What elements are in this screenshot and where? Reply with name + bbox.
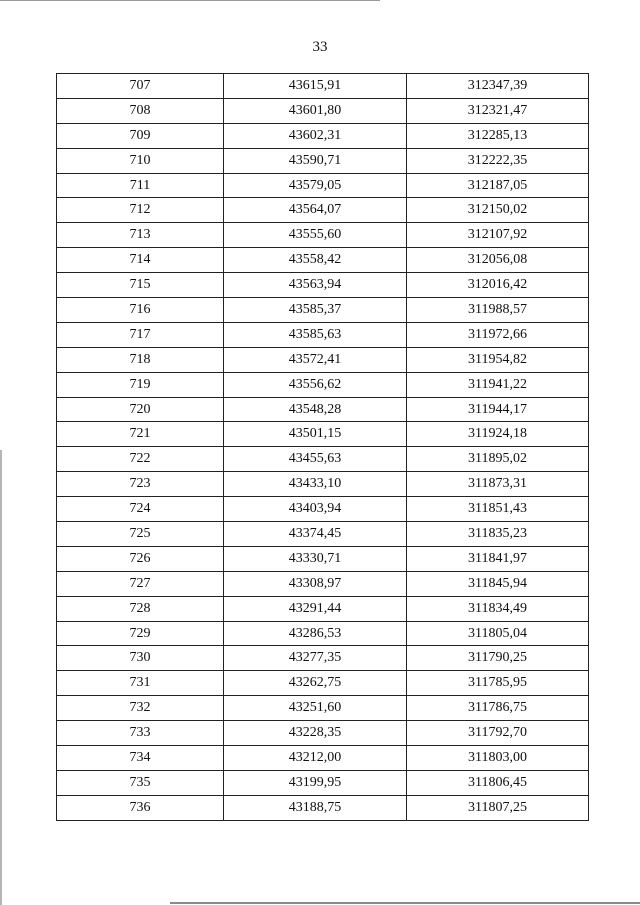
table-row (57, 397, 589, 422)
x-coordinate-cell: 43615,91 (224, 74, 407, 99)
y-coordinate-cell: 311803,00 (407, 746, 589, 771)
x-coordinate-cell: 43563,94 (224, 273, 407, 298)
y-coordinate-cell: 311805,04 (407, 621, 589, 646)
x-coordinate-cell: 43199,95 (224, 770, 407, 795)
table-row (57, 497, 589, 522)
y-coordinate-cell: 311941,22 (407, 372, 589, 397)
x-coordinate-cell: 43308,97 (224, 571, 407, 596)
point-number-cell: 713 (57, 223, 224, 248)
coordinates-table (56, 73, 589, 821)
x-coordinate-cell: 43374,45 (224, 522, 407, 547)
y-coordinate-cell: 311841,97 (407, 546, 589, 571)
point-number-cell: 715 (57, 273, 224, 298)
table-row (57, 746, 589, 771)
y-coordinate-cell: 312016,42 (407, 273, 589, 298)
y-coordinate-cell: 312056,08 (407, 248, 589, 273)
point-number-cell: 728 (57, 596, 224, 621)
y-coordinate-cell: 311835,23 (407, 522, 589, 547)
table-row (57, 770, 589, 795)
point-number-cell: 735 (57, 770, 224, 795)
scan-bottom-edge-line (170, 902, 640, 904)
y-coordinate-cell: 311786,75 (407, 696, 589, 721)
y-coordinate-cell: 311807,25 (407, 795, 589, 820)
point-number-cell: 720 (57, 397, 224, 422)
point-number-cell: 727 (57, 571, 224, 596)
y-coordinate-cell: 311851,43 (407, 497, 589, 522)
table-row (57, 546, 589, 571)
point-number-cell: 717 (57, 322, 224, 347)
x-coordinate-cell: 43433,10 (224, 472, 407, 497)
point-number-cell: 731 (57, 671, 224, 696)
x-coordinate-cell: 43286,53 (224, 621, 407, 646)
table-row (57, 173, 589, 198)
x-coordinate-cell: 43228,35 (224, 721, 407, 746)
point-number-cell: 726 (57, 546, 224, 571)
x-coordinate-cell: 43556,62 (224, 372, 407, 397)
y-coordinate-cell: 312107,92 (407, 223, 589, 248)
x-coordinate-cell: 43501,15 (224, 422, 407, 447)
table-row (57, 347, 589, 372)
x-coordinate-cell: 43251,60 (224, 696, 407, 721)
table-row (57, 198, 589, 223)
x-coordinate-cell: 43212,00 (224, 746, 407, 771)
table-row (57, 74, 589, 99)
y-coordinate-cell: 312222,35 (407, 148, 589, 173)
table-row (57, 422, 589, 447)
table-row (57, 795, 589, 820)
point-number-cell: 718 (57, 347, 224, 372)
table-row (57, 322, 589, 347)
x-coordinate-cell: 43585,37 (224, 298, 407, 323)
point-number-cell: 712 (57, 198, 224, 223)
x-coordinate-cell: 43579,05 (224, 173, 407, 198)
point-number-cell: 709 (57, 123, 224, 148)
point-number-cell: 719 (57, 372, 224, 397)
y-coordinate-cell: 311954,82 (407, 347, 589, 372)
table-row (57, 571, 589, 596)
scan-top-edge-line (0, 0, 380, 1)
y-coordinate-cell: 311895,02 (407, 447, 589, 472)
table-row (57, 223, 589, 248)
x-coordinate-cell: 43601,80 (224, 98, 407, 123)
point-number-cell: 721 (57, 422, 224, 447)
x-coordinate-cell: 43403,94 (224, 497, 407, 522)
table-row (57, 298, 589, 323)
coordinates-table-body (57, 74, 589, 821)
y-coordinate-cell: 311806,45 (407, 770, 589, 795)
x-coordinate-cell: 43602,31 (224, 123, 407, 148)
x-coordinate-cell: 43585,63 (224, 322, 407, 347)
y-coordinate-cell: 312285,13 (407, 123, 589, 148)
point-number-cell: 707 (57, 74, 224, 99)
y-coordinate-cell: 311790,25 (407, 646, 589, 671)
point-number-cell: 714 (57, 248, 224, 273)
y-coordinate-cell: 311924,18 (407, 422, 589, 447)
table-row (57, 123, 589, 148)
point-number-cell: 711 (57, 173, 224, 198)
x-coordinate-cell: 43188,75 (224, 795, 407, 820)
y-coordinate-cell: 311785,95 (407, 671, 589, 696)
table-row (57, 522, 589, 547)
table-row (57, 671, 589, 696)
table-row (57, 696, 589, 721)
y-coordinate-cell: 311792,70 (407, 721, 589, 746)
x-coordinate-cell: 43572,41 (224, 347, 407, 372)
point-number-cell: 729 (57, 621, 224, 646)
table-row (57, 621, 589, 646)
y-coordinate-cell: 312347,39 (407, 74, 589, 99)
table-row (57, 372, 589, 397)
y-coordinate-cell: 312187,05 (407, 173, 589, 198)
page-number: 33 (312, 39, 328, 55)
table-row (57, 148, 589, 173)
x-coordinate-cell: 43330,71 (224, 546, 407, 571)
table-row (57, 98, 589, 123)
point-number-cell: 722 (57, 447, 224, 472)
y-coordinate-cell: 312150,02 (407, 198, 589, 223)
x-coordinate-cell: 43555,60 (224, 223, 407, 248)
x-coordinate-cell: 43590,71 (224, 148, 407, 173)
point-number-cell: 734 (57, 746, 224, 771)
y-coordinate-cell: 311873,31 (407, 472, 589, 497)
x-coordinate-cell: 43291,44 (224, 596, 407, 621)
point-number-cell: 724 (57, 497, 224, 522)
y-coordinate-cell: 312321,47 (407, 98, 589, 123)
table-row (57, 596, 589, 621)
point-number-cell: 730 (57, 646, 224, 671)
table-row (57, 273, 589, 298)
point-number-cell: 725 (57, 522, 224, 547)
table-row (57, 447, 589, 472)
x-coordinate-cell: 43277,35 (224, 646, 407, 671)
y-coordinate-cell: 311845,94 (407, 571, 589, 596)
point-number-cell: 732 (57, 696, 224, 721)
table-row (57, 721, 589, 746)
point-number-cell: 723 (57, 472, 224, 497)
scan-left-edge-line (0, 450, 2, 905)
y-coordinate-cell: 311988,57 (407, 298, 589, 323)
x-coordinate-cell: 43558,42 (224, 248, 407, 273)
point-number-cell: 708 (57, 98, 224, 123)
point-number-cell: 736 (57, 795, 224, 820)
x-coordinate-cell: 43548,28 (224, 397, 407, 422)
x-coordinate-cell: 43262,75 (224, 671, 407, 696)
point-number-cell: 710 (57, 148, 224, 173)
table-row (57, 248, 589, 273)
point-number-cell: 733 (57, 721, 224, 746)
table-row (57, 646, 589, 671)
table-row (57, 472, 589, 497)
point-number-cell: 716 (57, 298, 224, 323)
y-coordinate-cell: 311944,17 (407, 397, 589, 422)
x-coordinate-cell: 43455,63 (224, 447, 407, 472)
y-coordinate-cell: 311834,49 (407, 596, 589, 621)
y-coordinate-cell: 311972,66 (407, 322, 589, 347)
x-coordinate-cell: 43564,07 (224, 198, 407, 223)
